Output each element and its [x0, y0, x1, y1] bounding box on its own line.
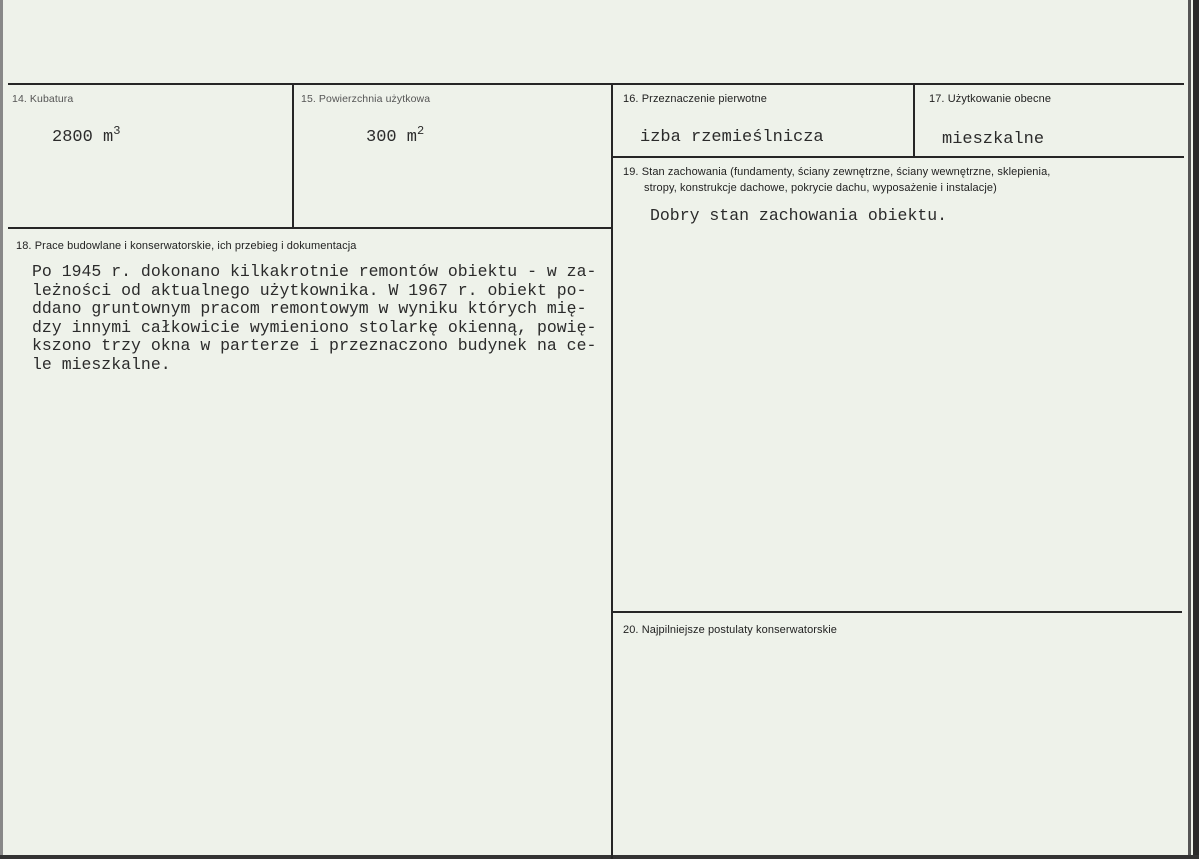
field-18-line: le mieszkalne.: [32, 354, 171, 374]
field-19-value: Dobry stan zachowania obiektu.: [650, 206, 948, 225]
divider-16-17: [913, 83, 915, 157]
field-16-label: 16. Przeznaczenie pierwotne: [623, 93, 767, 105]
field-18-text: [32, 263, 596, 375]
field-17-label: 17. Użytkowanie obecne: [929, 93, 1052, 105]
card-right-edge-inner: [1188, 0, 1191, 859]
field-20-label: 20. Najpilniejsze postulaty konserwatorskie: [623, 624, 838, 636]
field-18-line: kszono trzy okna w parterze i przeznaczono budynek na ce-: [32, 336, 597, 356]
field-16-value: izba rzemieślnicza: [640, 128, 824, 147]
field-14-value: [52, 124, 120, 147]
field-19-label-line1: 19. Stan zachowania (fundamenty, ściany zewnętrzne, ściany wewnętrzne, sklepienia,: [623, 166, 1051, 178]
rule-under-14-15: [8, 227, 613, 229]
rule-above-20: [612, 611, 1182, 613]
field-14-exponent: 3: [113, 124, 121, 138]
field-17-value: mieszkalne: [942, 130, 1045, 149]
field-18-line: dzy innymi całkowicie wymieniono stolarkę okienną, powię-: [32, 317, 597, 337]
field-18-label: 18. Prace budowlane i konserwatorskie, ich przebieg i dokumentacja: [16, 240, 357, 252]
card-bottom-edge: [0, 855, 1199, 859]
card-right-edge: [1193, 0, 1199, 859]
field-18-line: leżności od aktualnego użytkownika. W 1967 r. obiekt po-: [32, 280, 587, 300]
rule-under-16-17: [612, 156, 1184, 158]
field-14-label: 14. Kubatura: [12, 93, 74, 105]
card-left-edge: [0, 0, 3, 859]
field-15-label: 15. Powierzchnia użytkowa: [301, 93, 431, 105]
field-18-line: Po 1945 r. dokonano kilkakrotnie remontów obiektu - w za-: [32, 262, 597, 281]
field-15-value: [366, 124, 424, 147]
field-14-value-text: 2800 m: [52, 128, 114, 147]
field-15-value-text: 300 m: [366, 128, 418, 147]
field-18-line: ddano gruntownym pracom remontowym w wyniku których mię-: [32, 299, 587, 319]
field-19-label-line2: stropy, konstrukcje dachowe, pokrycie dachu, wyposażenie i instalacje): [644, 182, 997, 194]
top-rule: [8, 83, 1184, 85]
divider-14-15: [292, 83, 294, 228]
center-divider: [611, 83, 613, 859]
field-15-exponent: 2: [417, 124, 425, 138]
